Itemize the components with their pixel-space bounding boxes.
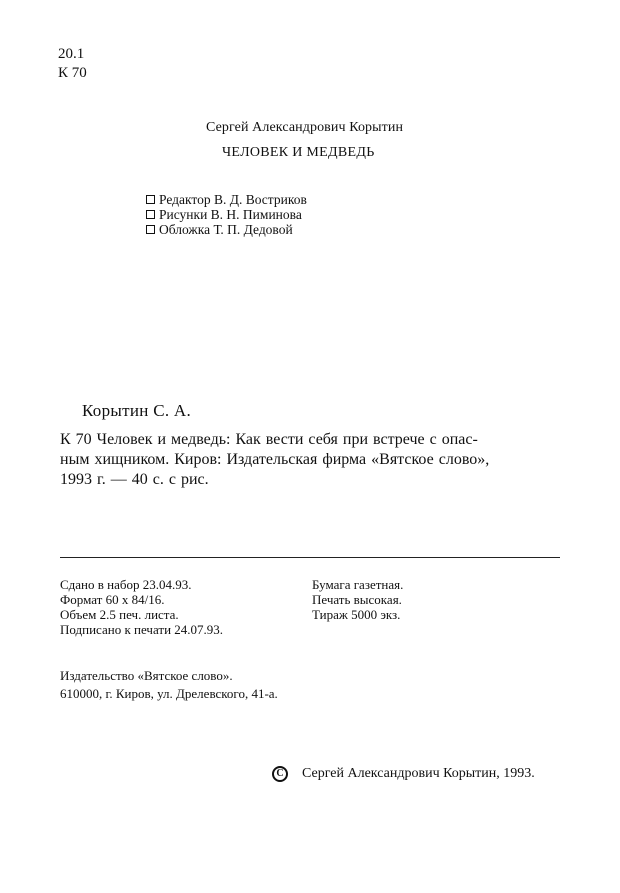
publisher-name: Издательство «Вятское слово». — [60, 668, 233, 683]
card-description-line: К 70 Человек и медведь: Как вести себя при встрече с опас- — [60, 431, 478, 448]
credit-label: Рисунки В. Н. Пиминова — [159, 207, 302, 222]
checkbox-square-icon — [146, 210, 155, 219]
card-description-line: 1993 г. — 40 с. с рис. — [60, 471, 209, 488]
credit-label: Редактор В. Д. Востриков — [159, 192, 307, 207]
udc-code: 20.1 — [58, 46, 85, 62]
book-title: ЧЕЛОВЕК И МЕДВЕДЬ — [222, 145, 375, 160]
credit-item — [146, 221, 293, 238]
imprint-line: Объем 2.5 печ. листа. — [60, 607, 179, 622]
copyright-line — [272, 766, 535, 782]
copyright-text: Сергей Александрович Корытин, 1993. — [302, 766, 535, 781]
imprint-line: Печать высокая. — [312, 592, 402, 607]
imprint-line: Сдано в набор 23.04.93. — [60, 577, 192, 592]
separator-line — [60, 557, 560, 558]
imprint-line: Тираж 5000 экз. — [312, 607, 401, 622]
copyright-icon: C — [272, 766, 288, 782]
imprint-line: Подписано к печати 24.07.93. — [60, 622, 224, 637]
card-author: Корытин С. А. — [82, 401, 192, 420]
credit-label: Обложка Т. П. Дедовой — [159, 222, 293, 237]
author-name: Сергей Александрович Корытин — [206, 120, 404, 135]
publisher-address: 610000, г. Киров, ул. Дрелевского, 41-а. — [60, 686, 278, 701]
author-mark: К 70 — [58, 65, 87, 81]
checkbox-square-icon — [146, 225, 155, 234]
checkbox-square-icon — [146, 195, 155, 204]
imprint-line: Формат 60 х 84/16. — [60, 592, 165, 607]
imprint-line: Бумага газетная. — [312, 577, 404, 592]
card-description-line: ным хищником. Киров: Издательская фирма «Вятское слово», — [60, 451, 490, 468]
